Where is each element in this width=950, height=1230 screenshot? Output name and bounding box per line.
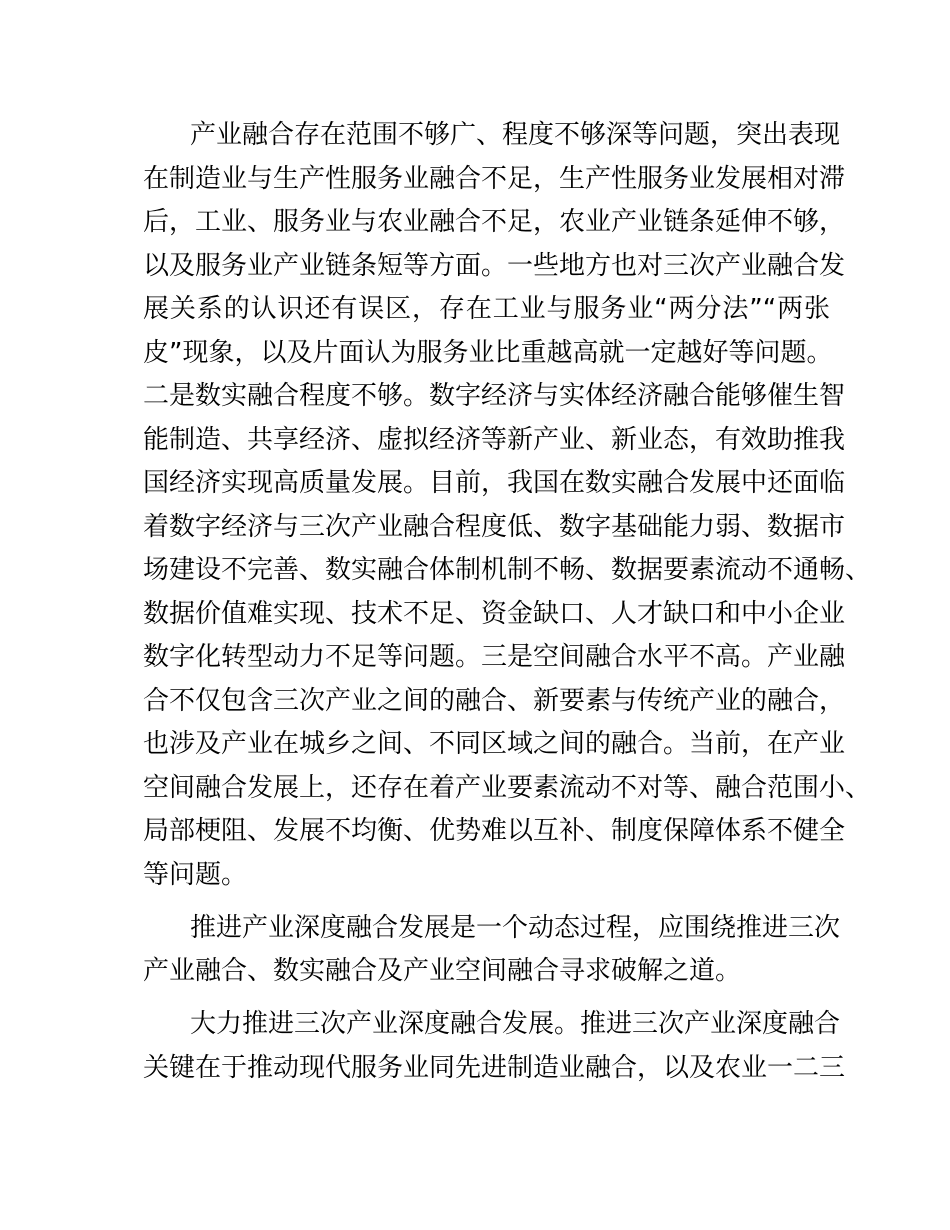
paragraph-1-line: 后，工业、服务业与农业融合不足，农业产业链条延伸不够，: [143, 207, 846, 237]
paragraph-1-line: 等问题。: [143, 859, 248, 890]
paragraph-3-line: 关键在于推动现代服务业同先进制造业融合，以及农业一二三: [143, 1052, 846, 1083]
paragraph-1-line: 数据价值难实现、技术不足、资金缺口、人才缺口和中小企业: [143, 598, 846, 629]
paragraph-1-line: 合不仅包含三次产业之间的融合、新要素与传统产业的融合，: [143, 685, 846, 716]
paragraph-1-line: 展关系的认识还有误区，存在工业与服务业“两分法”“两张: [143, 294, 830, 324]
paragraph-2-line: 产业融合、数实融合及产业空间融合寻求破解之道。: [143, 956, 742, 986]
paragraph-1-line: 也涉及产业在城乡之间、不同区域之间的融合。当前，在产业: [143, 729, 846, 759]
paragraph-1-line: 场建设不完善、数实融合体制机制不畅、数据要素流动不通畅、: [143, 555, 872, 585]
paragraph-1-line: 着数字经济与三次产业融合程度低、数字基础能力弱、数据市: [143, 511, 846, 542]
paragraph-2-line: 推进产业深度融合发展是一个动态过程，应围绕推进三次: [190, 912, 841, 943]
paragraph-1-line: 能制造、共享经济、虚拟经济等新产业、新业态，有效助推我: [143, 424, 846, 455]
paragraph-1-line: 在制造业与生产性服务业融合不足，生产性服务业发展相对滞: [143, 163, 846, 194]
paragraph-1-line: 二是数实融合程度不够。数字经济与实体经济融合能够催生智: [143, 381, 846, 411]
paragraph-1-line: 国经济实现高质量发展。目前，我国在数实融合发展中还面临: [143, 468, 846, 498]
paragraph-1-line: 空间融合发展上，还存在着产业要素流动不对等、融合范围小、: [143, 772, 872, 803]
paragraph-1-line: 数字化转型动力不足等问题。三是空间融合水平不高。产业融: [143, 642, 846, 672]
paragraph-1-line: 以及服务业产业链条短等方面。一些地方也对三次产业融合发: [143, 250, 846, 281]
paragraph-1-line: 局部梗阻、发展不均衡、优势难以互补、制度保障体系不健全: [143, 816, 846, 846]
paragraph-3-line: 大力推进三次产业深度融合发展。推进三次产业深度融合: [190, 1009, 841, 1039]
paragraph-1-line: 皮”现象，以及片面认为服务业比重越高就一定越好等问题。: [143, 337, 833, 368]
paragraph-1-line: 产业融合存在范围不够广、程度不够深等问题，突出表现: [190, 120, 841, 150]
